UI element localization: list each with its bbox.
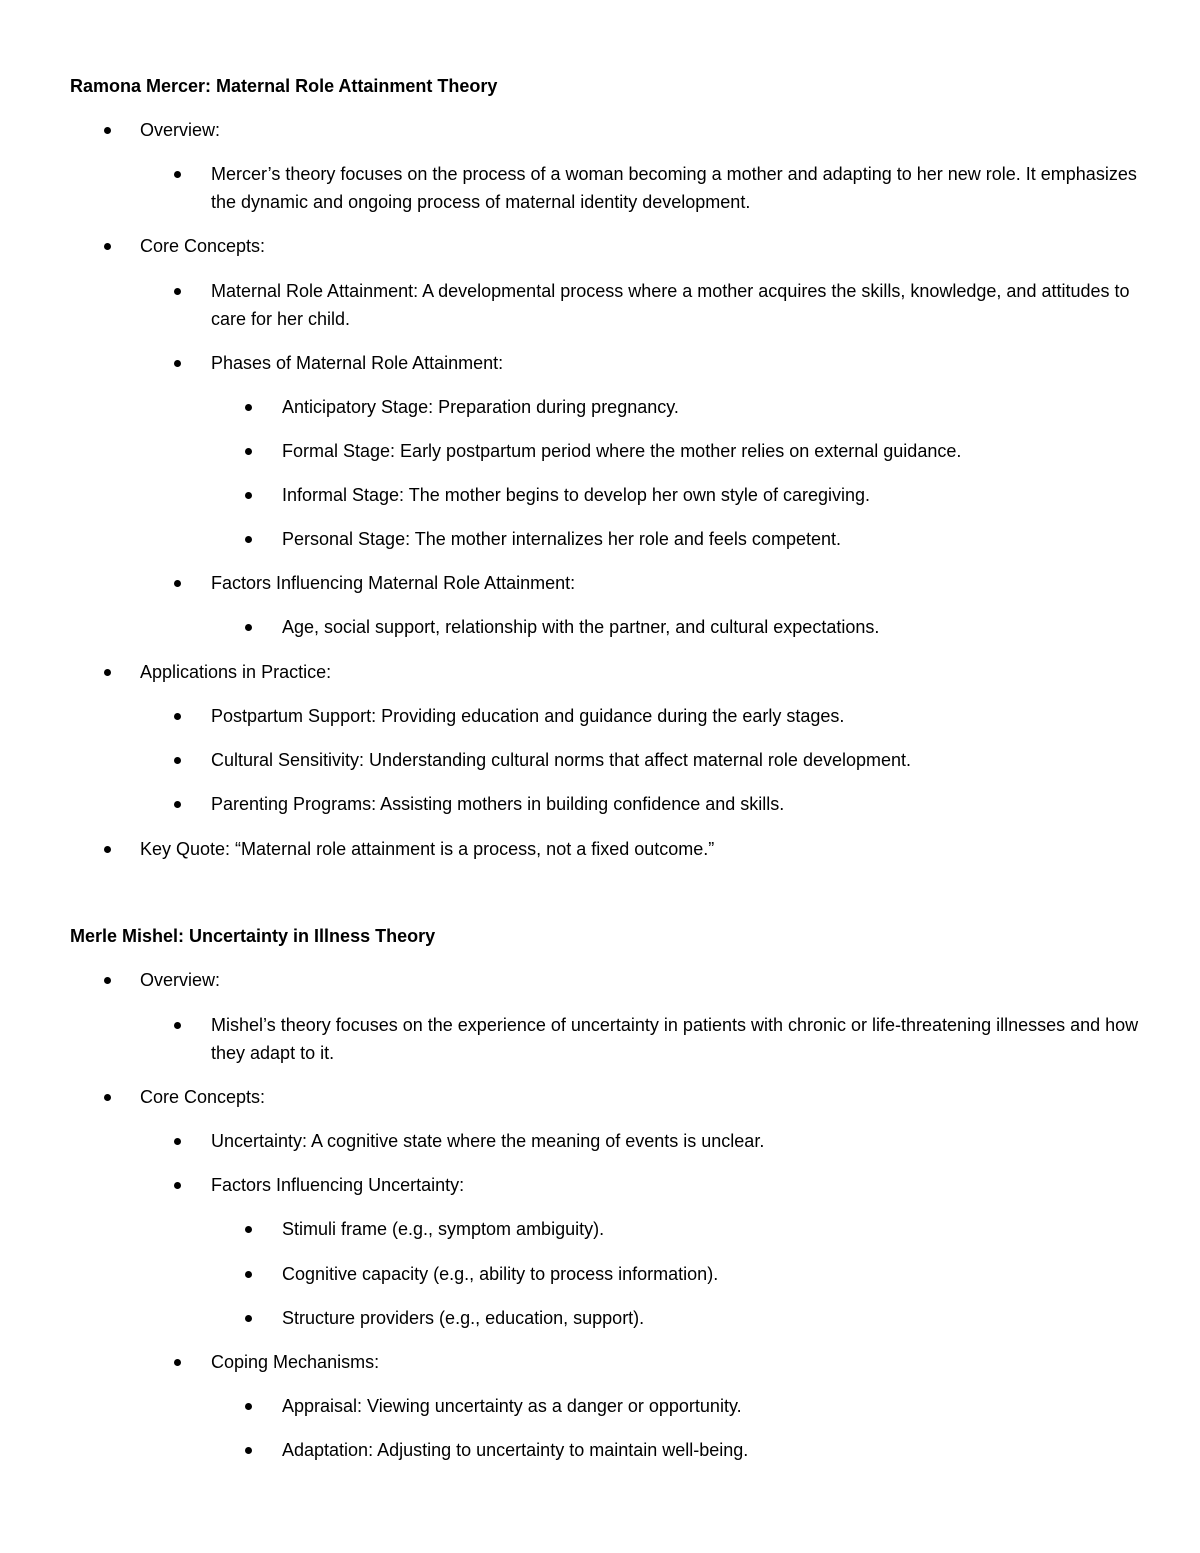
bullet-icon xyxy=(104,243,111,250)
bullet-icon xyxy=(245,492,252,499)
bullet-icon xyxy=(245,536,252,543)
list-item-text: Parenting Programs: Assisting mothers in building confidence and skills. xyxy=(211,794,785,814)
list-item-text: Personal Stage: The mother internalizes her role and feels competent. xyxy=(282,529,841,549)
list-item-text: Coping Mechanisms: xyxy=(211,1352,380,1372)
bullet-icon xyxy=(174,757,181,764)
list-item-text: Factors Influencing Maternal Role Attainment: xyxy=(211,573,576,593)
list-item-overview-text xyxy=(211,160,1141,216)
list-item-personal-stage xyxy=(282,525,1142,553)
list-item-text: Adaptation: Adjusting to uncertainty to maintain well-being. xyxy=(282,1440,749,1460)
list-item-stimuli-frame xyxy=(282,1215,1142,1243)
bullet-icon xyxy=(104,846,111,853)
list-item-text: Overview: xyxy=(140,970,221,990)
list-item-factors xyxy=(211,569,1141,597)
list-item-overview xyxy=(140,116,1140,144)
list-item-cultural-sensitivity xyxy=(211,746,1141,774)
section-heading-mishel: Merle Mishel: Uncertainty in Illness Theory xyxy=(70,926,436,946)
list-item-anticipatory-stage xyxy=(282,393,1142,421)
list-item-text: Core Concepts: xyxy=(140,236,266,256)
list-item-text: Factors Influencing Uncertainty: xyxy=(211,1175,465,1195)
list-item-overview xyxy=(140,966,1140,994)
bullet-icon xyxy=(245,1315,252,1322)
list-item-text: Cognitive capacity (e.g., ability to process information). xyxy=(282,1264,719,1284)
bullet-icon xyxy=(245,404,252,411)
bullet-icon xyxy=(174,171,181,178)
section-heading-mercer: Ramona Mercer: Maternal Role Attainment Theory xyxy=(70,76,498,96)
bullet-icon xyxy=(174,1359,181,1366)
bullet-icon xyxy=(245,1226,252,1233)
list-item-text: Maternal Role Attainment: A developmental process where a mother acquires the skills, knowledge, and attitudes to care for her child. xyxy=(211,281,1130,329)
bullet-icon xyxy=(104,1094,111,1101)
list-item-postpartum-support xyxy=(211,702,1141,730)
bullet-icon xyxy=(104,977,111,984)
list-item-text: Anticipatory Stage: Preparation during pregnancy. xyxy=(282,397,679,417)
list-item-informal-stage xyxy=(282,481,1142,509)
bullet-icon xyxy=(174,288,181,295)
list-item-text: Postpartum Support: Providing education and guidance during the early stages. xyxy=(211,706,845,726)
list-item-text: Stimuli frame (e.g., symptom ambiguity). xyxy=(282,1219,605,1239)
list-item-text: Cultural Sensitivity: Understanding cultural norms that affect maternal role development. xyxy=(211,750,912,770)
list-item-adaptation xyxy=(282,1436,1142,1464)
list-item-text: Mercer’s theory focuses on the process of a woman becoming a mother and adapting to her new role. It emphasizes the dynamic and ongoing process of maternal identity development. xyxy=(211,164,1137,212)
bullet-icon xyxy=(174,801,181,808)
list-item-coping-mechanisms xyxy=(211,1348,1141,1376)
list-item-parenting-programs xyxy=(211,790,1141,818)
bullet-icon xyxy=(245,1271,252,1278)
list-item-key-quote xyxy=(140,835,1140,863)
bullet-icon xyxy=(245,1447,252,1454)
bullet-icon xyxy=(174,1022,181,1029)
list-item-text: Informal Stage: The mother begins to develop her own style of caregiving. xyxy=(282,485,870,505)
list-item-factors-detail xyxy=(282,613,1142,641)
list-item-text: Uncertainty: A cognitive state where the meaning of events is unclear. xyxy=(211,1131,765,1151)
list-item-text: Overview: xyxy=(140,120,221,140)
bullet-icon xyxy=(174,580,181,587)
bullet-icon xyxy=(174,360,181,367)
bullet-icon xyxy=(174,1182,181,1189)
list-item-text: Appraisal: Viewing uncertainty as a danger or opportunity. xyxy=(282,1396,742,1416)
list-item-appraisal xyxy=(282,1392,1142,1420)
list-item-text: Core Concepts: xyxy=(140,1087,266,1107)
bullet-icon xyxy=(245,448,252,455)
list-item-text: Phases of Maternal Role Attainment: xyxy=(211,353,504,373)
list-item-cognitive-capacity xyxy=(282,1260,1142,1288)
list-item-text: Applications in Practice: xyxy=(140,662,332,682)
list-item-uncertainty xyxy=(211,1127,1141,1155)
bullet-icon xyxy=(174,713,181,720)
list-item-formal-stage xyxy=(282,437,1142,465)
bullet-icon xyxy=(104,669,111,676)
bullet-icon xyxy=(245,624,252,631)
bullet-icon xyxy=(104,127,111,134)
list-item-overview-text xyxy=(211,1011,1141,1067)
list-item-applications xyxy=(140,658,1140,686)
bullet-icon xyxy=(245,1403,252,1410)
list-item-factors-uncertainty xyxy=(211,1171,1141,1199)
list-item-core-concepts xyxy=(140,232,1140,260)
list-item-text: Age, social support, relationship with the partner, and cultural expectations. xyxy=(282,617,880,637)
list-item-phases xyxy=(211,349,1141,377)
list-item-core-concepts xyxy=(140,1083,1140,1111)
list-item-text: Key Quote: “Maternal role attainment is a process, not a fixed outcome.” xyxy=(140,839,715,859)
bullet-icon xyxy=(174,1138,181,1145)
list-item-text: Formal Stage: Early postpartum period where the mother relies on external guidance. xyxy=(282,441,962,461)
list-item-text: Mishel’s theory focuses on the experience of uncertainty in patients with chronic or life-threatening illnesses and how they adapt to it. xyxy=(211,1015,1139,1063)
list-item-maternal-role-attainment xyxy=(211,277,1141,333)
list-item-structure-providers xyxy=(282,1304,1142,1332)
list-item-text: Structure providers (e.g., education, support). xyxy=(282,1308,645,1328)
